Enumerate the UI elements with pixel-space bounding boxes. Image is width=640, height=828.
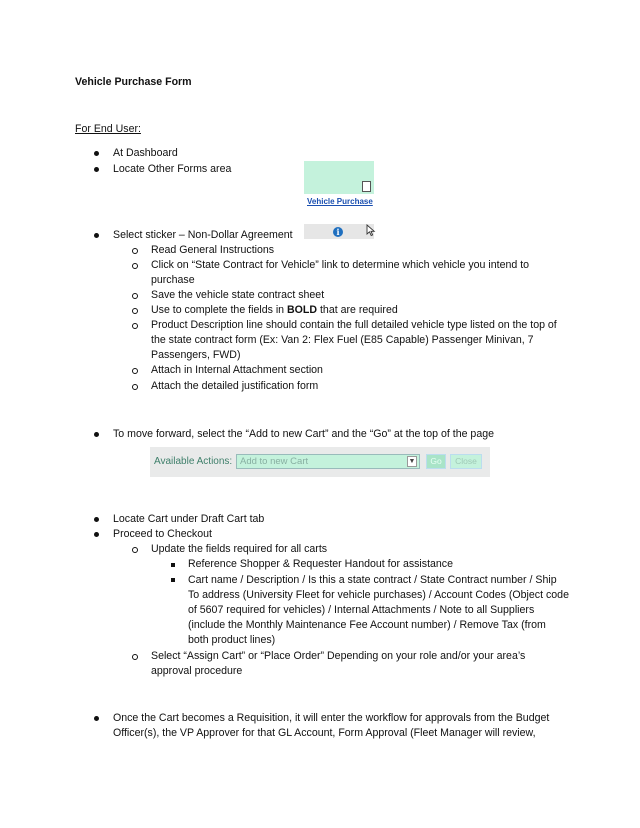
- bullet: [94, 233, 99, 238]
- sub-click-state-contract-line1: Click on “State Contract for Vehicle” link to determine which vehicle you intend to: [151, 259, 530, 271]
- bullet: [94, 167, 99, 172]
- info-icon[interactable]: i: [333, 227, 343, 237]
- subsub-cart-fields-line4: (include the Monthly Maintenance Fee Account number) / Remove Tax (from: [188, 619, 546, 631]
- step-select-sticker: Select sticker – Non-Dollar Agreement: [113, 229, 293, 241]
- sub-complete-fields: Use to complete the fields in BOLD that are required: [151, 304, 398, 316]
- bullet: [94, 517, 99, 522]
- go-button[interactable]: Go: [426, 454, 446, 469]
- close-button[interactable]: Close: [450, 454, 482, 469]
- sub-justification-form: Attach the detailed justification form: [151, 380, 319, 392]
- step-move-forward: To move forward, select the “Add to new Cart” and the “Go” at the top of the page: [113, 428, 494, 440]
- sub-update-fields: Update the fields required for all carts: [151, 543, 328, 555]
- sub-bullet: [132, 384, 138, 390]
- bullet: [94, 432, 99, 437]
- subsub-cart-fields-line3: of 5607 required for vehicles) / Internal Attachments / Note to all Suppliers: [188, 604, 535, 616]
- square-bullet: [171, 563, 175, 567]
- subsub-reference-handout: Reference Shopper & Requester Handout for assistance: [188, 558, 453, 570]
- actions-select-value: Add to new Cart: [240, 456, 309, 467]
- sub-bullet: [132, 323, 138, 329]
- sub-product-description-line1: Product Description line should contain the full detailed vehicle type listed on the top of: [151, 319, 557, 331]
- sub-bullet: [132, 248, 138, 254]
- bullet: [94, 716, 99, 721]
- sub-save-contract: Save the vehicle state contract sheet: [151, 289, 325, 301]
- sub-product-description-line3: Passengers, FWD): [151, 349, 241, 361]
- step-at-dashboard: At Dashboard: [113, 147, 178, 159]
- cursor-icon: [366, 224, 376, 237]
- vehicle-purchase-link[interactable]: Vehicle Purchase: [307, 197, 373, 206]
- bullet: [94, 151, 99, 156]
- chevron-down-icon[interactable]: ▼: [408, 458, 416, 465]
- step-proceed-checkout: Proceed to Checkout: [113, 528, 212, 540]
- actions-select[interactable]: [236, 454, 420, 469]
- document-icon: [362, 181, 371, 192]
- step-locate-other-forms: Locate Other Forms area: [113, 163, 232, 175]
- square-bullet: [171, 578, 175, 582]
- sub-bullet: [132, 293, 138, 299]
- sub-bullet: [132, 547, 138, 553]
- subsub-cart-fields-line5: both product lines): [188, 634, 276, 646]
- sub-product-description-line2: the state contract form (Ex: Van 2: Flex Fuel (E85 Capable) Passenger Minivan, 7: [151, 334, 534, 346]
- bullet: [94, 532, 99, 537]
- step-locate-cart: Locate Cart under Draft Cart tab: [113, 513, 265, 525]
- step-requisition-line1: Once the Cart becomes a Requisition, it will enter the workflow for approvals from the Budget: [113, 712, 550, 724]
- section-heading: For End User:: [75, 123, 141, 135]
- sub-read-instructions: Read General Instructions: [151, 244, 275, 256]
- sub-bullet: [132, 308, 138, 314]
- sub-bullet: [132, 368, 138, 374]
- available-actions-bar: [150, 447, 490, 477]
- sub-bullet: [132, 654, 138, 660]
- sub-assign-cart-line1: Select “Assign Cart” or “Place Order” Depending on your role and/or your area’s: [151, 650, 526, 662]
- sub-assign-cart-line2: approval procedure: [151, 665, 243, 677]
- page-title: Vehicle Purchase Form: [75, 76, 192, 88]
- step-requisition-line2: Officer(s), the VP Approver for that GL Account, Form Approval (Fleet Manager will review,: [113, 727, 536, 739]
- sub-internal-attachment: Attach in Internal Attachment section: [151, 364, 323, 376]
- sub-click-state-contract-line2: purchase: [151, 274, 195, 286]
- available-actions-label: Available Actions:: [154, 456, 233, 467]
- subsub-cart-fields-line1: Cart name / Description / Is this a state contract / State Contract number / Ship: [188, 574, 557, 586]
- subsub-cart-fields-line2: To address (University Fleet for vehicle purchases) / Account Codes (Object code: [188, 589, 569, 601]
- sub-bullet: [132, 263, 138, 269]
